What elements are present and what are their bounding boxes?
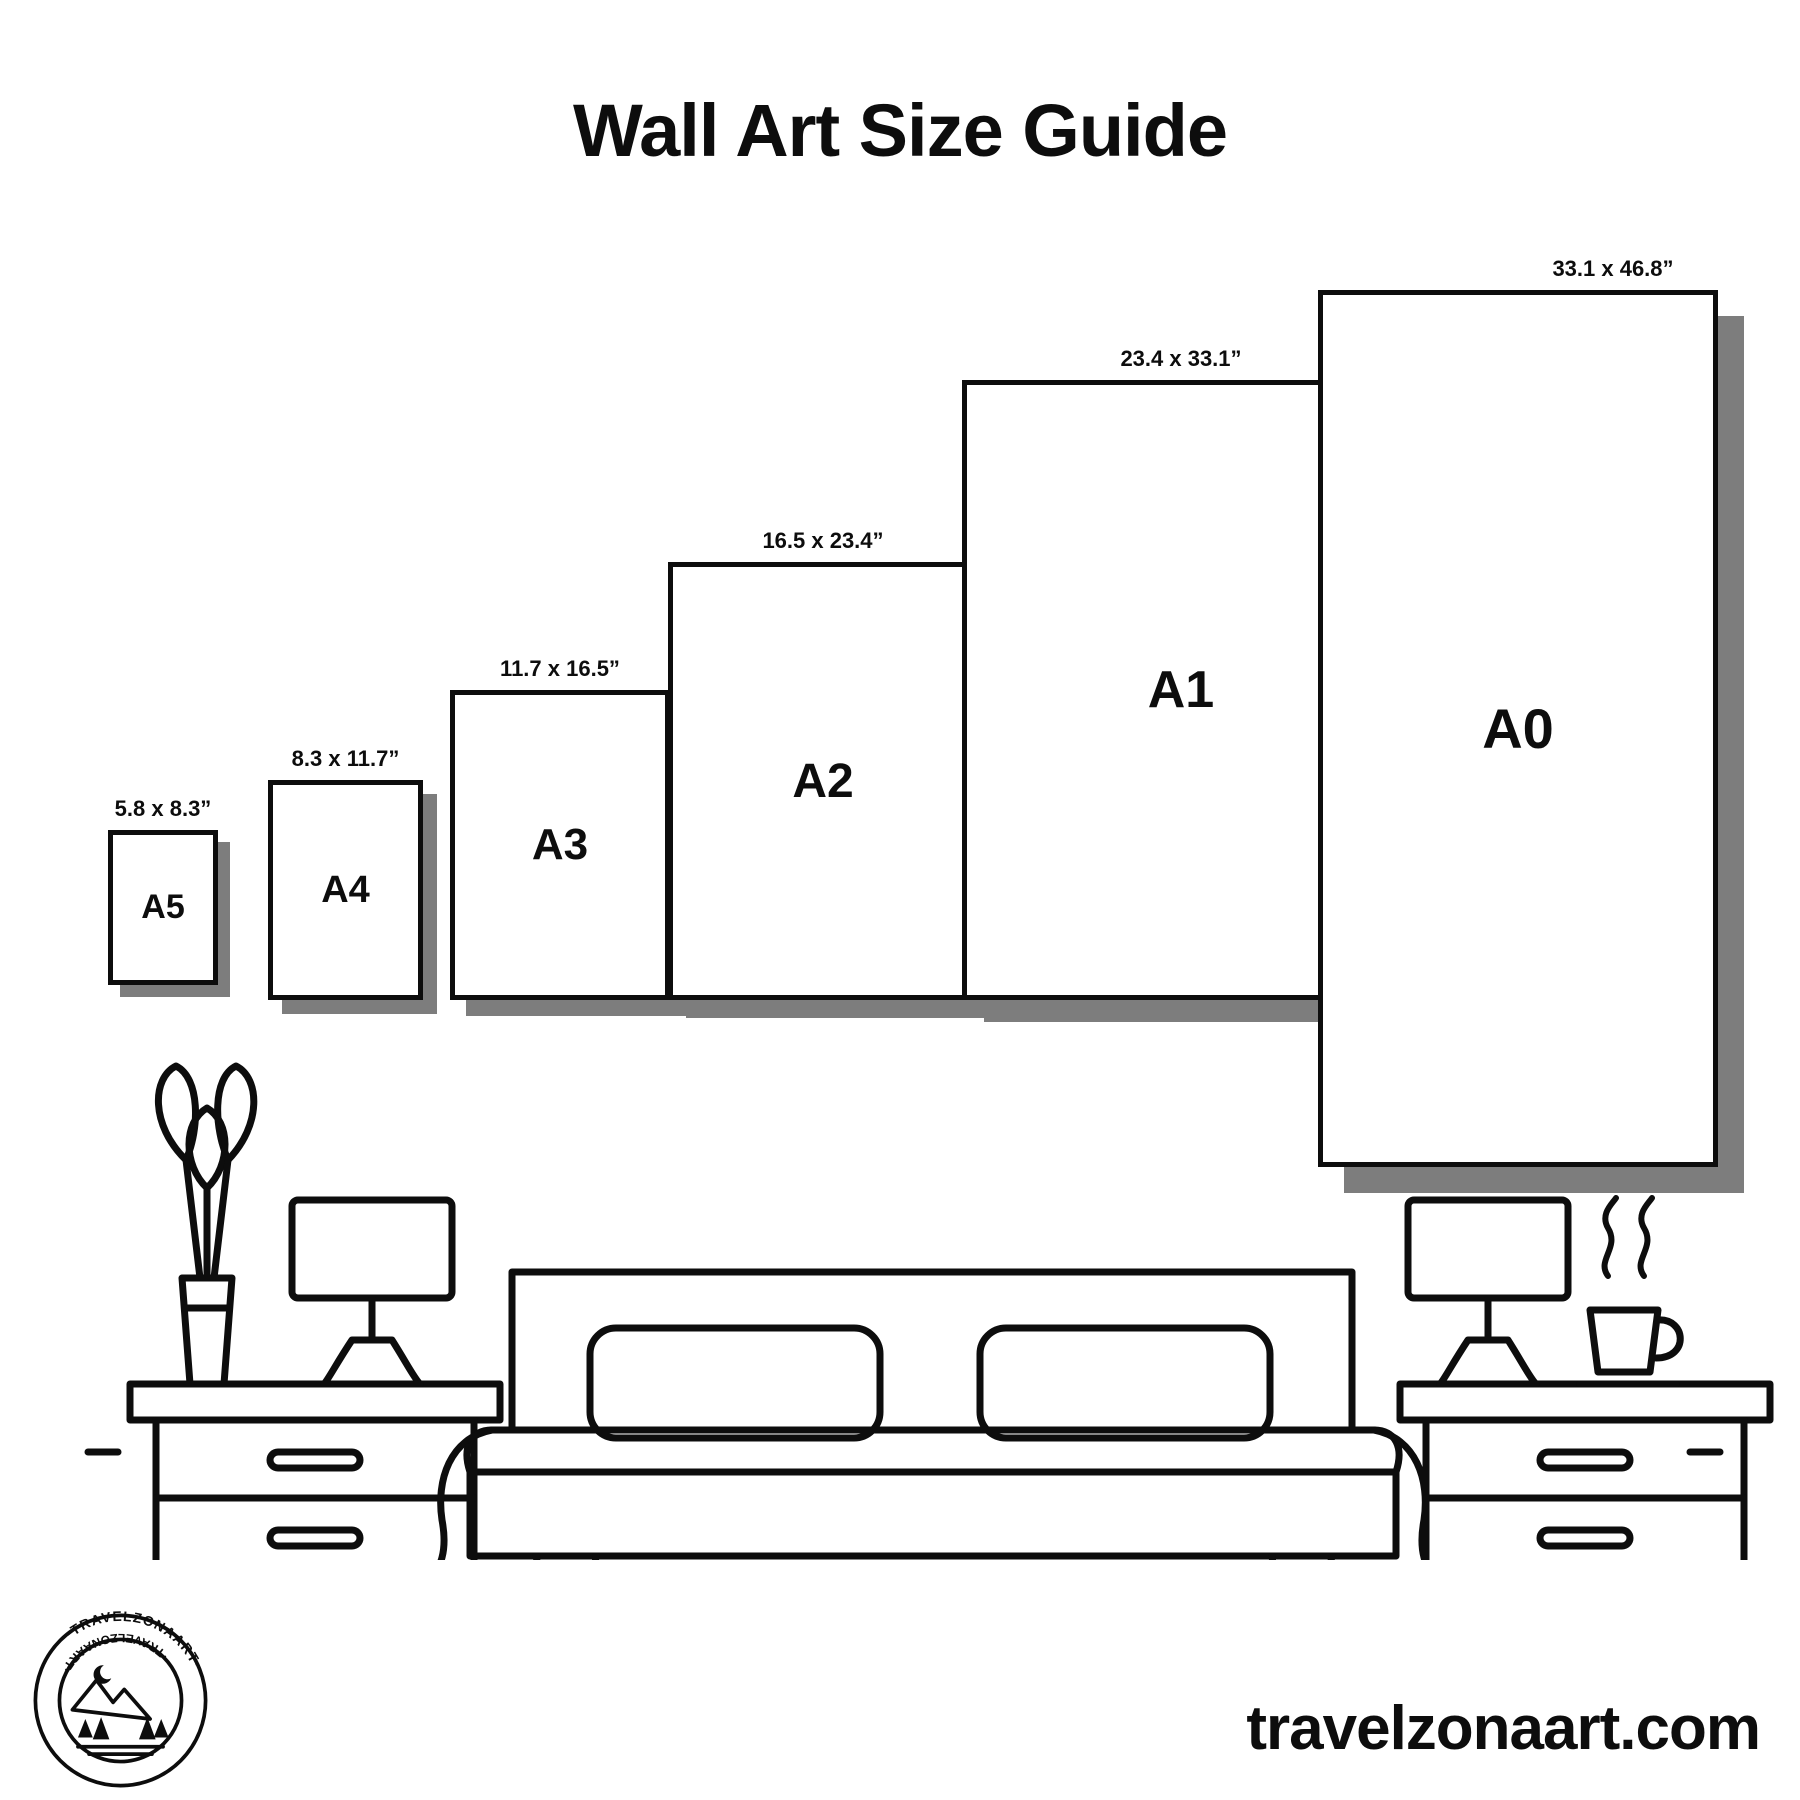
frame-box-a3[interactable] (450, 690, 670, 1000)
logo-outer-text: ·TRAVELZONAART· (61, 1608, 206, 1672)
website-url[interactable]: travelzonaart.com (1246, 1694, 1760, 1763)
logo-inner-text: ·TRAVELZONAART· (58, 1630, 172, 1676)
frame-dimension-label-a1: 23.4 x 33.1” (1120, 346, 1242, 371)
right-nightstand (1400, 1384, 1770, 1560)
frame-name-a5: A5 (141, 888, 185, 926)
bedroom-illustration (0, 960, 1800, 1560)
frame-dimension-label-a5: 5.8 x 8.3” (114, 796, 212, 821)
frame-name-a0: A0 (1482, 697, 1554, 760)
frame-name-a3: A3 (531, 820, 589, 869)
page-title: Wall Art Size Guide (573, 89, 1227, 172)
frame-box-a2[interactable] (668, 562, 978, 1000)
left-table-lamp (292, 1200, 452, 1384)
frame-size-row (0, 256, 1800, 1030)
frame-name-a4: A4 (321, 868, 370, 911)
travelzonaart-logo-icon (28, 1608, 213, 1793)
brand-logo (28, 1608, 213, 1793)
frame-name-a1: A1 (1147, 661, 1215, 719)
frame-name-a2: A2 (792, 754, 854, 808)
frame-dimension-label-a2: 16.5 x 23.4” (762, 528, 884, 553)
frame-dimension-label-a3: 11.7 x 16.5” (500, 656, 620, 681)
bedroom-scene (0, 960, 1800, 1560)
frame-dimension-label-a0: 33.1 x 46.8” (1552, 256, 1674, 281)
right-table-lamp (1408, 1200, 1568, 1384)
coffee-cup-icon (1580, 1198, 1680, 1384)
frame-dimension-label-a4: 8.3 x 11.7” (291, 746, 400, 771)
bed-illustration (430, 1272, 1436, 1560)
potted-plant-icon (158, 1066, 253, 1384)
